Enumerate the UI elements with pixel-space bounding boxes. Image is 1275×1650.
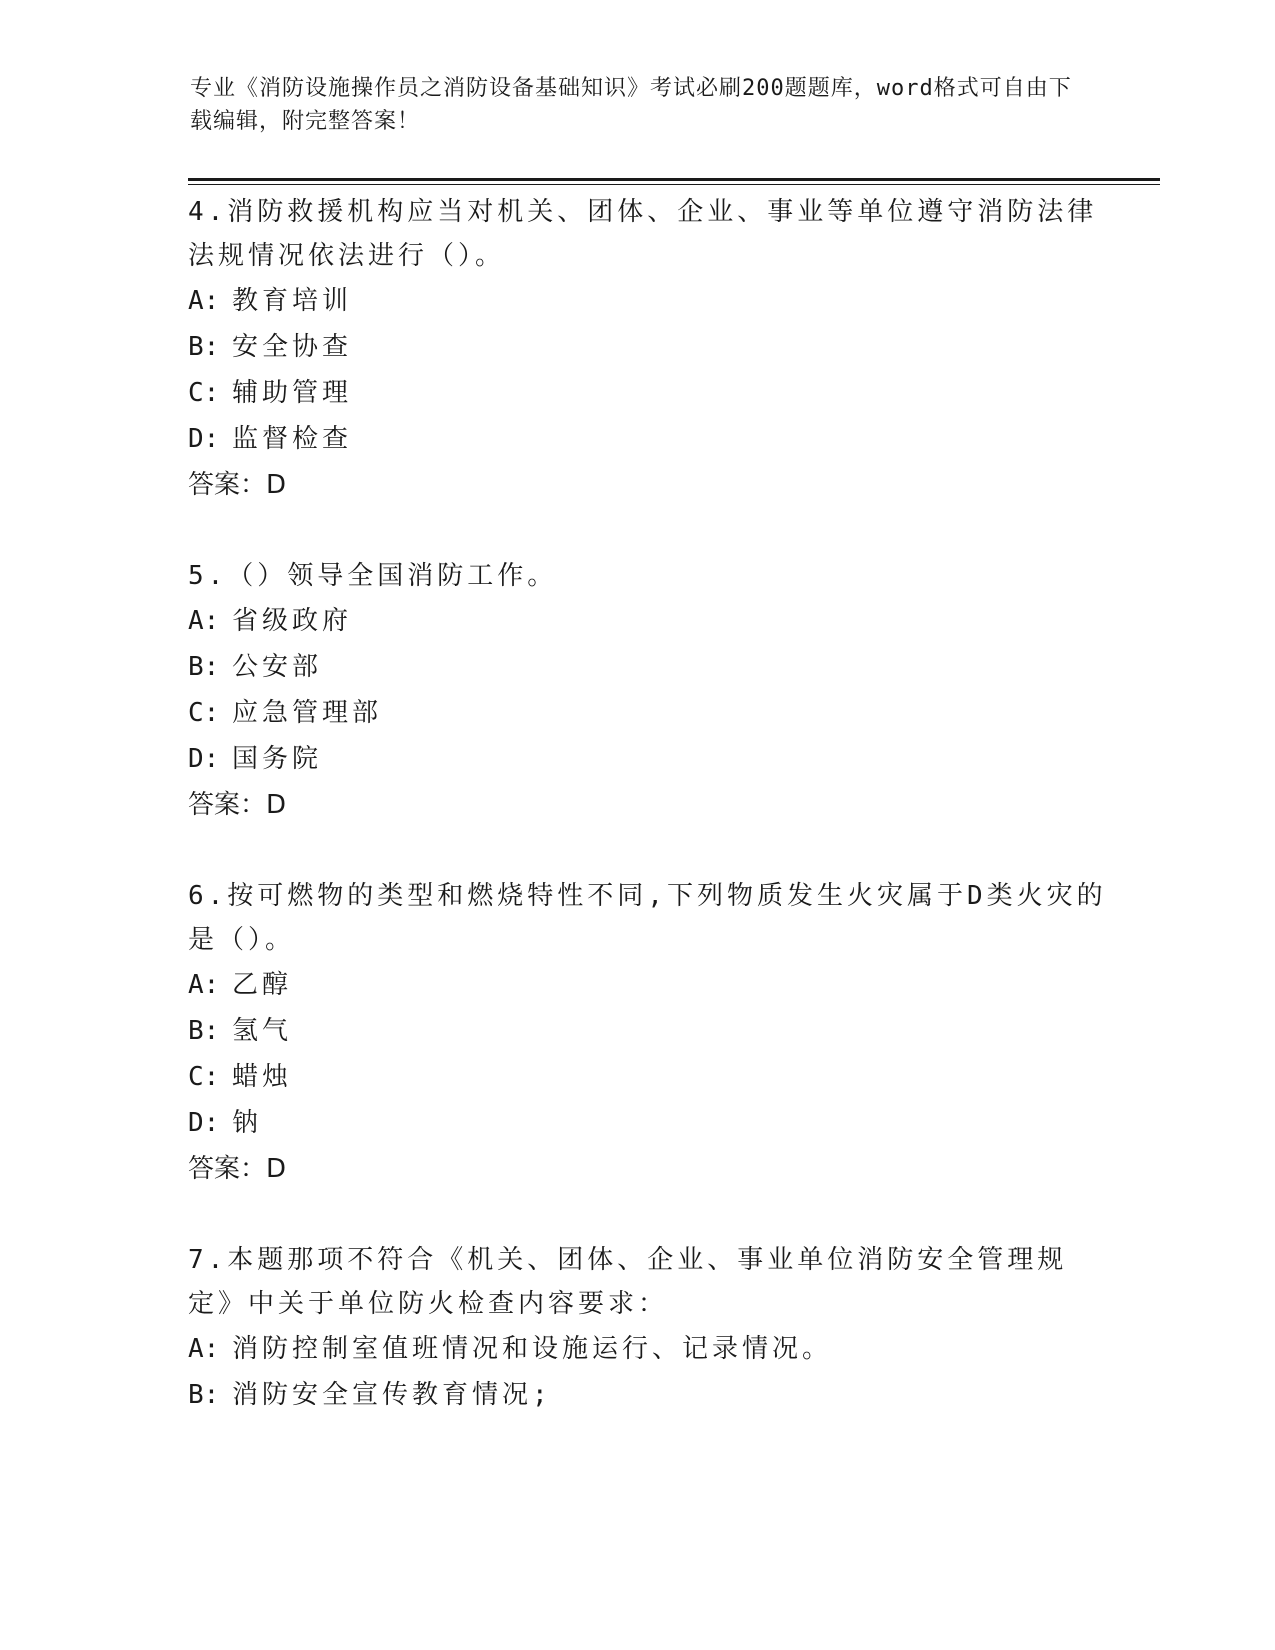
option-key: B: — [188, 652, 220, 682]
question-stem: 4.消防救援机构应当对机关、团体、企业、事业等单位遵守消防法律法规情况依法进行（）。 — [188, 197, 1098, 271]
answer-line: 答案：D — [188, 470, 287, 500]
option-text: 安全协查 — [232, 332, 353, 362]
option-text: 钠 — [232, 1108, 263, 1138]
option-text: 辅助管理 — [232, 378, 353, 408]
option-text: 教育培训 — [232, 286, 353, 316]
option-d — [188, 1100, 1108, 1146]
option-c — [188, 1054, 1108, 1100]
question-stem: 5.（）领导全国消防工作。 — [188, 561, 558, 591]
option-key: A: — [188, 606, 220, 636]
option-text: 国务院 — [232, 744, 323, 774]
option-key: D: — [188, 744, 220, 774]
question-list — [188, 190, 1108, 1464]
question-5 — [188, 554, 1108, 828]
question-6 — [188, 874, 1108, 1192]
option-a — [188, 598, 1108, 644]
answer-line: 答案：D — [188, 790, 287, 820]
option-b — [188, 644, 1108, 690]
option-key: A: — [188, 286, 220, 316]
option-c — [188, 690, 1108, 736]
header-title: 专业《消防设施操作员之消防设备基础知识》考试必刷200题题库，word格式可自由下载编辑，附完整答案！ — [190, 76, 1072, 134]
option-a — [188, 278, 1108, 324]
question-7 — [188, 1238, 1108, 1418]
option-key: A: — [188, 1334, 220, 1364]
header-divider-thin — [188, 184, 1160, 185]
answer-line: 答案：D — [188, 1154, 287, 1184]
option-text: 消防安全宣传教育情况; — [232, 1380, 552, 1410]
option-key: B: — [188, 1016, 220, 1046]
option-key: C: — [188, 378, 220, 408]
option-b — [188, 1008, 1108, 1054]
option-text: 乙醇 — [232, 970, 293, 1000]
question-4 — [188, 190, 1108, 508]
option-d — [188, 736, 1108, 782]
option-text: 氢气 — [232, 1016, 293, 1046]
option-d — [188, 416, 1108, 462]
option-text: 监督检查 — [232, 424, 353, 454]
option-key: B: — [188, 1380, 220, 1410]
option-text: 蜡烛 — [232, 1062, 293, 1092]
option-a — [188, 962, 1108, 1008]
option-key: D: — [188, 424, 220, 454]
option-text: 消防控制室值班情况和设施运行、记录情况。 — [232, 1334, 833, 1364]
option-b — [188, 1372, 1108, 1418]
option-c — [188, 370, 1108, 416]
option-a — [188, 1326, 1108, 1372]
option-key: C: — [188, 698, 220, 728]
option-text: 省级政府 — [232, 606, 353, 636]
document-header — [190, 72, 1090, 138]
option-key: D: — [188, 1108, 220, 1138]
option-b — [188, 324, 1108, 370]
option-text: 公安部 — [232, 652, 323, 682]
question-stem: 6.按可燃物的类型和燃烧特性不同,下列物质发生火灾属于D类火灾的是（）。 — [188, 881, 1107, 955]
option-text: 应急管理部 — [232, 698, 383, 728]
option-key: C: — [188, 1062, 220, 1092]
header-divider-thick — [188, 178, 1160, 181]
option-key: A: — [188, 970, 220, 1000]
option-key: B: — [188, 332, 220, 362]
question-stem: 7.本题那项不符合《机关、团体、企业、事业单位消防安全管理规定》中关于单位防火检查内容要求： — [188, 1245, 1068, 1319]
